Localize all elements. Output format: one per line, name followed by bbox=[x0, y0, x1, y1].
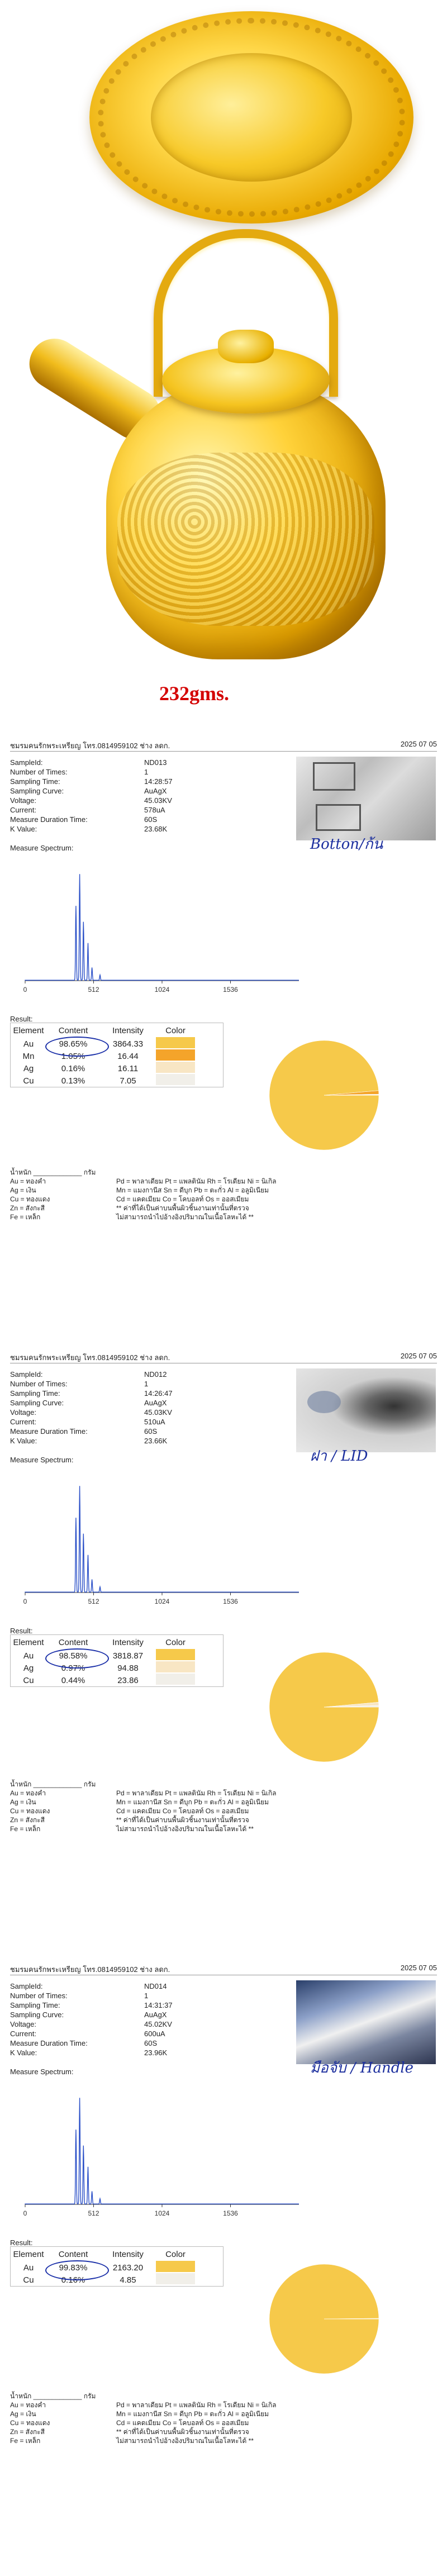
meta-value: 23.66K bbox=[144, 1437, 168, 1445]
table-row bbox=[11, 1062, 223, 1075]
col-header-element: Element bbox=[13, 1637, 44, 1647]
legend-row bbox=[10, 2418, 435, 2427]
meta-row bbox=[10, 2048, 194, 2057]
content-cell: 0.16% bbox=[61, 1063, 85, 1073]
plate-center bbox=[151, 53, 352, 182]
meta-key: Sampling Curve: bbox=[10, 787, 64, 795]
table-row bbox=[11, 1662, 223, 1674]
element-cell: Ag bbox=[23, 1063, 34, 1073]
meta-key: Sampling Time: bbox=[10, 2001, 60, 2009]
element-cell: Ag bbox=[23, 1663, 34, 1673]
meta-value: 1 bbox=[144, 768, 149, 776]
meta-key: Voltage: bbox=[10, 2020, 36, 2028]
intensity-cell: 23.86 bbox=[117, 1675, 139, 1685]
table-header bbox=[11, 2247, 223, 2261]
meta-value: 510uA bbox=[144, 1418, 165, 1426]
meta-row bbox=[10, 1436, 194, 1446]
legend-row bbox=[10, 1177, 435, 1186]
legend-note: ไม่สามารถนำไปอ้างอิงปริมาณในเนื้อโลหะได้ ** bbox=[116, 1213, 254, 1221]
spectrum-line bbox=[25, 2098, 299, 2204]
meta-row bbox=[10, 1398, 194, 1408]
meta-row bbox=[10, 796, 194, 805]
meta-value: AuAgX bbox=[144, 2011, 167, 2019]
xrf-report bbox=[0, 1349, 447, 1959]
product-photo bbox=[0, 0, 447, 726]
meta-value: ND013 bbox=[144, 758, 167, 767]
color-swatch bbox=[156, 2261, 195, 2272]
color-cell bbox=[156, 2273, 195, 2287]
sample-photo bbox=[296, 1980, 436, 2064]
col-header-element: Element bbox=[13, 1025, 44, 1035]
table-row bbox=[11, 1050, 223, 1062]
table-row bbox=[11, 1075, 223, 1087]
meta-value: 45.02KV bbox=[144, 2020, 172, 2028]
meta-value: 14:26:47 bbox=[144, 1389, 173, 1398]
meta-row bbox=[10, 1427, 194, 1436]
intensity-cell: 94.88 bbox=[117, 1663, 139, 1673]
sample-photo bbox=[296, 1368, 436, 1452]
legend-note: ** ค่าที่ได้เป็นค่าบนพื้นผิวชิ้นงานเท่านั้นที่ตรวจ bbox=[116, 1204, 249, 1212]
handwritten-note: ฝา / LID bbox=[310, 1448, 368, 1465]
legend-row bbox=[10, 2436, 435, 2445]
intensity-cell: 16.11 bbox=[117, 1063, 139, 1073]
intensity-cell: 16.44 bbox=[117, 1051, 139, 1061]
element-table bbox=[10, 2246, 224, 2287]
legend-element: Ag = เงิน bbox=[10, 1186, 36, 1194]
meta-row bbox=[10, 2038, 194, 2048]
meta-key: SampleId: bbox=[10, 1370, 43, 1379]
color-cell bbox=[156, 1649, 195, 1662]
meta-row bbox=[10, 2019, 194, 2029]
x-tick-label: 512 bbox=[88, 986, 99, 994]
intensity-cell: 3864.33 bbox=[112, 1039, 144, 1049]
legend-element: Fe = เหล็ก bbox=[10, 1825, 41, 1833]
meta-row bbox=[10, 767, 194, 777]
color-cell bbox=[156, 2261, 195, 2274]
legend-row bbox=[10, 2427, 435, 2436]
legend-note: Mn = แมงกานีส Sn = ดีบุก Pb = ตะกั่ว Al = อลูมิเนียม bbox=[116, 1798, 269, 1806]
element-cell: Cu bbox=[23, 1076, 34, 1086]
legend-row bbox=[10, 2409, 435, 2418]
meta-key: SampleId: bbox=[10, 1982, 43, 1990]
meta-key: SampleId: bbox=[10, 758, 43, 767]
report-date: 2025 07 05 bbox=[400, 1352, 437, 1360]
x-tick-label: 0 bbox=[23, 986, 27, 994]
color-swatch bbox=[156, 1049, 195, 1061]
result-label: Result: bbox=[10, 1015, 33, 1023]
x-tick-label: 1024 bbox=[154, 2209, 170, 2217]
report-header bbox=[10, 1349, 437, 1363]
legend-row bbox=[10, 1789, 435, 1798]
legend-element: Ag = เงิน bbox=[10, 2410, 36, 2418]
meta-row bbox=[10, 1379, 194, 1389]
xrf-report bbox=[0, 738, 447, 1347]
xrf-report bbox=[0, 1961, 447, 2570]
meta-value: 60S bbox=[144, 1427, 158, 1436]
element-cell: Au bbox=[23, 2263, 34, 2273]
meta-key: Sampling Curve: bbox=[10, 2011, 64, 2019]
legend-row bbox=[10, 1815, 435, 1824]
meta-key: Current: bbox=[10, 2030, 36, 2038]
color-cell bbox=[156, 1074, 195, 1087]
x-tick-label: 1536 bbox=[223, 986, 238, 994]
legend-element: Au = ทองคำ bbox=[10, 1789, 46, 1797]
col-header-intensity: Intensity bbox=[112, 1637, 144, 1647]
legend-note: ** ค่าที่ได้เป็นค่าบนพื้นผิวชิ้นงานเท่านั้นที่ตรวจ bbox=[116, 2428, 249, 2436]
legend-element: น้ำหนัก _____________ กรัม bbox=[10, 2392, 96, 2400]
spectrum-line bbox=[25, 874, 299, 981]
spectrum-chart bbox=[17, 866, 307, 1000]
meta-value: 14:28:57 bbox=[144, 777, 173, 786]
meta-value: AuAgX bbox=[144, 1399, 167, 1407]
meta-key: K Value: bbox=[10, 2049, 37, 2057]
meta-value: ND014 bbox=[144, 1982, 167, 1990]
meta-key: Sampling Time: bbox=[10, 777, 60, 786]
color-swatch bbox=[156, 1062, 195, 1073]
legend-row bbox=[10, 1213, 435, 1222]
table-header bbox=[11, 1635, 223, 1650]
table-body bbox=[11, 1650, 223, 1686]
pen-circle-mark bbox=[45, 1037, 109, 1057]
col-header-element: Element bbox=[13, 2249, 44, 2259]
meta-row bbox=[10, 1981, 194, 1991]
meta-row bbox=[10, 1389, 194, 1398]
legend-note: Mn = แมงกานีส Sn = ดีบุก Pb = ตะกั่ว Al = อลูมิเนียม bbox=[116, 2410, 269, 2418]
content-cell: 0.16% bbox=[61, 2275, 85, 2285]
meta-value: 578uA bbox=[144, 806, 165, 814]
teapot-knob-image bbox=[218, 330, 274, 363]
legend-row bbox=[10, 1824, 435, 1833]
shop-name: ชมรมคนรักพระเหรียญ โทร.0814959102 ช่าง ลดก. bbox=[10, 1965, 170, 1974]
legend-block bbox=[10, 2392, 435, 2445]
legend-row bbox=[10, 1798, 435, 1807]
spectrum-chart bbox=[17, 2090, 307, 2224]
x-tick-label: 0 bbox=[23, 1598, 27, 1605]
legend-element: Au = ทองคำ bbox=[10, 2401, 46, 2409]
legend-element: Fe = เหล็ก bbox=[10, 1213, 41, 1221]
color-swatch bbox=[156, 1074, 195, 1085]
report-date: 2025 07 05 bbox=[400, 1964, 437, 1972]
meta-value: 60S bbox=[144, 815, 158, 824]
meta-key: Number of Times: bbox=[10, 1992, 68, 2000]
measure-spectrum-label: Measure Spectrum: bbox=[10, 1456, 74, 1464]
legend-element: Ag = เงิน bbox=[10, 1798, 36, 1806]
handwritten-note: Botton/ก้น bbox=[310, 836, 383, 853]
legend-note: Cd = แคดเมียม Co = โคบอลท์ Os = ออสเมียม bbox=[116, 1807, 249, 1815]
legend-element: Cu = ทองแดง bbox=[10, 1807, 50, 1815]
legend-note: Pd = พาลาเดียม Pt = แพลตินัม Rh = โรเดียม Ni = นิเกิล bbox=[116, 1177, 277, 1185]
meta-row bbox=[10, 1417, 194, 1427]
table-row bbox=[11, 1650, 223, 1662]
meta-value: 23.96K bbox=[144, 2049, 168, 2057]
result-label: Result: bbox=[10, 2238, 33, 2247]
meta-row bbox=[10, 1408, 194, 1417]
spectrum-chart bbox=[17, 1478, 307, 1612]
content-cell: 99.83% bbox=[59, 2263, 88, 2273]
meta-row bbox=[10, 2029, 194, 2038]
element-cell: Au bbox=[23, 1039, 34, 1049]
report-header bbox=[10, 1961, 437, 1975]
meta-row bbox=[10, 786, 194, 796]
measure-spectrum-label: Measure Spectrum: bbox=[10, 844, 74, 852]
legend-element: น้ำหนัก _____________ กรัม bbox=[10, 1168, 96, 1176]
meta-key: K Value: bbox=[10, 1437, 37, 1445]
color-swatch bbox=[156, 1674, 195, 1685]
table-row bbox=[11, 1038, 223, 1050]
color-cell bbox=[156, 1049, 195, 1063]
result-label: Result: bbox=[10, 1627, 33, 1635]
legend-row bbox=[10, 2401, 435, 2409]
meta-key: Measure Duration Time: bbox=[10, 2039, 88, 2047]
spectrum-line bbox=[25, 1486, 299, 1593]
intensity-cell: 3818.87 bbox=[112, 1651, 144, 1661]
meta-row bbox=[10, 1370, 194, 1379]
content-cell: 0.13% bbox=[61, 1076, 85, 1086]
meta-key: Current: bbox=[10, 806, 36, 814]
meta-value: 14:31:37 bbox=[144, 2001, 173, 2009]
meta-key: Measure Duration Time: bbox=[10, 1427, 88, 1436]
legend-element: Zn = สังกะสี bbox=[10, 1816, 45, 1824]
color-cell bbox=[156, 1062, 195, 1075]
pen-circle-mark bbox=[45, 1648, 109, 1669]
meta-row bbox=[10, 777, 194, 786]
meta-key: Current: bbox=[10, 1418, 36, 1426]
legend-block bbox=[10, 1780, 435, 1833]
meta-key: Voltage: bbox=[10, 1408, 36, 1417]
table-row bbox=[11, 2274, 223, 2286]
shop-name: ชมรมคนรักพระเหรียญ โทร.0814959102 ช่าง ลดก. bbox=[10, 742, 170, 750]
element-cell: Cu bbox=[23, 1675, 34, 1685]
meta-value: 45.03KV bbox=[144, 796, 172, 805]
meta-key: Sampling Curve: bbox=[10, 1399, 64, 1407]
x-tick-label: 1536 bbox=[223, 1598, 238, 1605]
content-cell: 0.44% bbox=[61, 1675, 85, 1685]
legend-element: น้ำหนัก _____________ กรัม bbox=[10, 1780, 96, 1788]
legend-element: Fe = เหล็ก bbox=[10, 2437, 41, 2445]
x-tick-label: 512 bbox=[88, 1598, 99, 1605]
x-tick-label: 1024 bbox=[154, 1598, 170, 1605]
color-cell bbox=[156, 1674, 195, 1687]
table-header bbox=[11, 1023, 223, 1038]
shop-name: ชมรมคนรักพระเหรียญ โทร.0814959102 ช่าง ลดก. bbox=[10, 1353, 170, 1362]
pen-circle-mark bbox=[45, 2260, 109, 2280]
intensity-cell: 4.85 bbox=[120, 2275, 136, 2285]
meta-key: Number of Times: bbox=[10, 1380, 68, 1388]
color-cell bbox=[156, 1037, 195, 1051]
col-header-intensity: Intensity bbox=[112, 1025, 144, 1035]
legend-note: Mn = แมงกานีส Sn = ดีบุก Pb = ตะกั่ว Al = อลูมิเนียม bbox=[116, 1186, 269, 1194]
meta-row bbox=[10, 758, 194, 767]
table-body bbox=[11, 1038, 223, 1087]
content-cell: 98.65% bbox=[59, 1039, 88, 1049]
element-cell: Cu bbox=[23, 2275, 34, 2285]
element-cell: Mn bbox=[22, 1051, 35, 1061]
composition-pie bbox=[268, 1651, 380, 1763]
sample-photo bbox=[296, 757, 436, 840]
legend-element: Zn = สังกะสี bbox=[10, 1204, 45, 1212]
element-cell: Au bbox=[23, 1651, 34, 1661]
content-cell: 0.97% bbox=[61, 1663, 85, 1673]
meta-row bbox=[10, 815, 194, 824]
col-header-color: Color bbox=[165, 2249, 186, 2259]
meta-row bbox=[10, 824, 194, 834]
legend-row bbox=[10, 1168, 435, 1177]
measure-spectrum-label: Measure Spectrum: bbox=[10, 2068, 74, 2076]
legend-note: ไม่สามารถนำไปอ้างอิงปริมาณในเนื้อโลหะได้ ** bbox=[116, 1825, 254, 1833]
composition-pie bbox=[268, 1039, 380, 1151]
legend-row bbox=[10, 1780, 435, 1789]
color-swatch bbox=[156, 1649, 195, 1660]
meta-value: 45.03KV bbox=[144, 1408, 172, 1417]
sample-meta bbox=[10, 1370, 194, 1446]
content-cell: 1.05% bbox=[61, 1051, 85, 1061]
color-swatch bbox=[156, 1661, 195, 1672]
legend-element: Cu = ทองแดง bbox=[10, 2419, 50, 2427]
x-tick-label: 0 bbox=[23, 2209, 27, 2217]
composition-pie bbox=[268, 2263, 380, 2375]
sample-meta bbox=[10, 1981, 194, 2057]
meta-key: Number of Times: bbox=[10, 768, 68, 776]
meta-value: 1 bbox=[144, 1380, 149, 1388]
legend-element: Au = ทองคำ bbox=[10, 1177, 46, 1185]
meta-row bbox=[10, 805, 194, 815]
legend-row bbox=[10, 1195, 435, 1204]
color-swatch bbox=[156, 2273, 195, 2284]
legend-row bbox=[10, 1807, 435, 1815]
legend-element: Zn = สังกะสี bbox=[10, 2428, 45, 2436]
legend-element: Cu = ทองแดง bbox=[10, 1195, 50, 1203]
meta-value: ND012 bbox=[144, 1370, 167, 1379]
meta-key: Voltage: bbox=[10, 796, 36, 805]
legend-row bbox=[10, 1186, 435, 1195]
table-body bbox=[11, 2261, 223, 2286]
legend-row bbox=[10, 2392, 435, 2401]
meta-key: Measure Duration Time: bbox=[10, 815, 88, 824]
x-tick-label: 512 bbox=[88, 2209, 99, 2217]
meta-key: K Value: bbox=[10, 825, 37, 833]
meta-row bbox=[10, 2010, 194, 2019]
col-header-color: Color bbox=[165, 1025, 186, 1035]
col-header-color: Color bbox=[165, 1637, 186, 1647]
legend-note: Pd = พาลาเดียม Pt = แพลตินัม Rh = โรเดียม Ni = นิเกิล bbox=[116, 2401, 277, 2409]
gold-plate-image bbox=[89, 11, 413, 224]
meta-row bbox=[10, 2000, 194, 2010]
meta-value: 1 bbox=[144, 1992, 149, 2000]
x-tick-label: 1024 bbox=[154, 986, 170, 994]
meta-value: 23.68K bbox=[144, 825, 168, 833]
legend-block bbox=[10, 1168, 435, 1222]
legend-note: ** ค่าที่ได้เป็นค่าบนพื้นผิวชิ้นงานเท่านั้นที่ตรวจ bbox=[116, 1816, 249, 1824]
sample-meta bbox=[10, 758, 194, 834]
col-header-content: Content bbox=[58, 1637, 88, 1647]
x-tick-label: 1536 bbox=[223, 2209, 238, 2217]
color-cell bbox=[156, 1661, 195, 1675]
intensity-cell: 2163.20 bbox=[112, 2263, 144, 2273]
meta-value: 600uA bbox=[144, 2030, 165, 2038]
meta-value: 60S bbox=[144, 2039, 158, 2047]
legend-note: Cd = แคดเมียม Co = โคบอลท์ Os = ออสเมียม bbox=[116, 2419, 249, 2427]
element-table bbox=[10, 1634, 224, 1687]
table-row bbox=[11, 2261, 223, 2274]
meta-value: AuAgX bbox=[144, 787, 167, 795]
element-table bbox=[10, 1023, 224, 1087]
legend-note: Cd = แคดเมียม Co = โคบอลท์ Os = ออสเมียม bbox=[116, 1195, 249, 1203]
legend-note: ไม่สามารถนำไปอ้างอิงปริมาณในเนื้อโลหะได้ ** bbox=[116, 2437, 254, 2445]
report-header bbox=[10, 738, 437, 752]
color-swatch bbox=[156, 1037, 195, 1048]
table-row bbox=[11, 1674, 223, 1686]
report-date: 2025 07 05 bbox=[400, 740, 437, 748]
col-header-intensity: Intensity bbox=[112, 2249, 144, 2259]
col-header-content: Content bbox=[58, 1025, 88, 1035]
legend-note: Pd = พาลาเดียม Pt = แพลตินัม Rh = โรเดียม Ni = นิเกิล bbox=[116, 1789, 277, 1797]
teapot-body-image bbox=[106, 380, 386, 659]
weight-label: 232gms. bbox=[159, 682, 229, 705]
intensity-cell: 7.05 bbox=[120, 1076, 136, 1086]
meta-key: Sampling Time: bbox=[10, 1389, 60, 1398]
content-cell: 98.58% bbox=[59, 1651, 88, 1661]
legend-row bbox=[10, 1204, 435, 1213]
handwritten-note: มือจับ / Handle bbox=[310, 2060, 414, 2076]
col-header-content: Content bbox=[58, 2249, 88, 2259]
meta-row bbox=[10, 1991, 194, 2000]
